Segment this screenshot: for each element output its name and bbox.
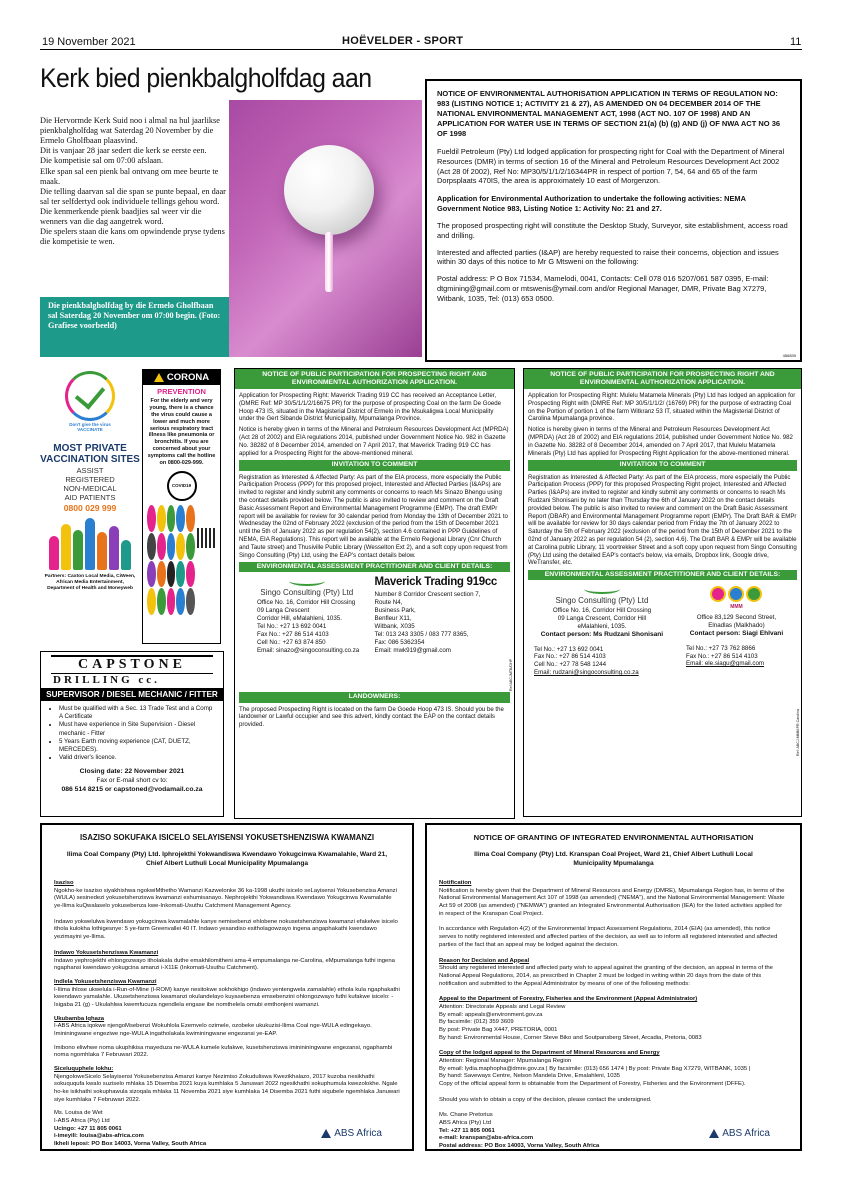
grant-h2: Reason for Decision and Appeal — [439, 957, 530, 964]
fueldil-notice — [425, 79, 802, 362]
zulu-t2: Indawo yokwelulwa kwendawo yokugcinwa kwamalahle kanye nemisebenzi ehlobene nokusetshenziswa kwamanzi efakelwe isicelo ithola kulokha lothigesnye: 5 ye-farm Greenvallei 40 IT. Indawo yesandiso esitholagowzayo ingena angaphakathi kwendawo yezimayini ye-Ilima. — [54, 918, 398, 941]
golf-photo — [229, 100, 422, 357]
golf-tee-image — [325, 232, 333, 292]
maverick-practitioner: ENVIRONMENTAL ASSESSMENT PRACTITIONER AND CLIENT DETAILS: — [239, 562, 510, 572]
grant-t5: Attention: Regional Manager: Mpumalanga Region By email: lydia.maphopha@dmre.gov.za | By facsimile: (013) 656 1474 | By post: Private Bag X7279, WITBANK, 1035 | By hand: Saveways Centre, Nelson Mandela Drive, Emalahleni, 1035 Copy of the official appeal form is obtainable from the Department of Forestry, Fisheries and the Environment (DFFE). — [439, 1057, 751, 1087]
capstone-ad — [40, 651, 224, 817]
maverick-client-contact: Number 8 Corridor Crescent section 7, Route N4, Business Park, Benfleur X11, Witbank, X035 Tel: 013 243 3305 / 083 777 8365, Fax: 086 5362354 Email: mwk919@gmail.com — [374, 591, 481, 655]
vaccine-phone: 0800 029 999 — [63, 503, 117, 514]
capstone-requirements — [41, 701, 223, 762]
fueldil-p1: Fueldil Petroleum (Pty) Ltd lodged application for prospecting right for Coal with the Department of Mineral Resources (DMR) in terms of section 16 of the Mineral and Petroleum Resources Development Act 2002 (Act 28 0f 2002), Ref No: MP30/5/1/1/2/16344PR in respect of portion 7, 54, 64 and 65 of the farm Dorpsplaats 470IS, the area is approximately 10 east of Morgenzon. — [437, 146, 785, 186]
covid-icon: COVID19 — [167, 471, 197, 501]
grant-t4: Attention: Directorate Appeals and Legal Review By email: appeals@environment.gov.za By facsimile: (012) 359 3609 By post: Private Bag X447, PRETORIA, 0001 By hand: Environmental House, Corner Steve Biko and Soutpansberg Street, Arcadia, Pretoria, 0083 — [439, 1003, 702, 1041]
grant-t2: In accordance with Regulation 4(2) of the Environmental Impact Assessment Regulations, 2014 (EIA) (as amended), this notice serves to notify registered interested and affected parties of the decision, as well as to inform all registered interested and affected parties of the fact that an appeal may be lodged against the decision. — [439, 926, 778, 948]
mmm-logo — [676, 586, 797, 602]
mulelu-invite: INVITATION TO COMMENT — [528, 460, 797, 470]
maverick-notice — [234, 368, 515, 819]
mulelu-p2: Notice is hereby given in terms of the Mineral and Petroleum Resources Development Act (MPRDA) (Act 28 of 2002) and EIA regulations 2014, published under Government Notice No. 982 in Gazette No. 38282 of 8 December 2014, amended on 7 April 2017, that Mulelu Matamela Minerals (Pty) Ltd has applied for Prospecting Right Application for the above-mentioned mineral. — [528, 426, 793, 457]
abs-africa-icon — [321, 1129, 331, 1138]
maverick-invite: INVITATION TO COMMENT — [239, 460, 510, 470]
zulu-t3: Indawo yephrojekthi ehlongozwayo itholakala duthe emakhilomitheni ama-4 empumalanga ne-Carolina, eMpumalanga futhi ingena ngaphansi kwendawo yokugcina amanzi i-X11E (Inkomati-Usuthu Catchment). — [54, 957, 395, 972]
qr-code-icon — [197, 528, 217, 548]
vaccine-sub: ASSIST — [76, 466, 104, 476]
golf-headline: Kerk bied pienkbalgholfdag aan — [40, 63, 372, 93]
golf-caption: Die pienkbalgholfdag by die Ermelo Gholfbaan sal Saterdag 20 November om 07:00 begin. (Foto: Grafiese voorbeeld) — [40, 297, 229, 357]
capstone-closing: Closing date: 22 November 2021 — [79, 768, 185, 776]
zulu-h2: Indawo Yokusetshenziswa Kwamanzi — [54, 949, 159, 956]
golf-ball-image — [284, 145, 374, 235]
maverick-p3: Registration as Interested & Affected Party: As part of the EIA process, more especially the Public Participation Process (PPP) for this proposed project, Interested and Affected Parties (I&APs) are invited to register and kindly submit any comments or concerns to reach Ms Sinazo Bhengu using the contact details provided below. The public is also invited to review and comment on the Draft Basic Assessment Report and Environmental Management Programme (EMPr). The draft EMPr report will be available for review for 30 calendar period from Monday the 13th of December 2021 to Wednesday the 02nd of February 2022 (exclusion of the period from the 15th of December 2021 until the 5th of January 2022 as per regulation 54(2), section 4.6 contained in PPP Guidelines of NEMA, EIA Regulations). This report will be available at the Ermelo Regional Library (Cnr Church and Taute street) and Thusiville Public Library (Wesselton Ext 2), and a soft copy upon request from Singo Consulting (Pty) Ltd, using the EAP's contact details below. — [239, 473, 508, 559]
maverick-client-name: Maverick Trading 919cc — [374, 576, 498, 589]
fueldil-p3: The proposed prospecting right will constitute the Desktop Study, Surveyor, site establishment, access road and drilling. — [437, 220, 788, 240]
maverick-p4: The proposed Prospecting Right is located on the farm De Goede Hoop 473 IS. Should you be the landowner or Lawful occupier and see this advert, kindly contact the EAP on the contact details provided. — [239, 705, 504, 729]
capstone-logo-sub: DRILLING cc. — [53, 674, 160, 686]
zulu-h3: Indlela Yokusetshenziswa Kwamanzi — [54, 978, 157, 985]
zulu-h4: Ukubamba Iqhaza — [54, 1015, 105, 1022]
golf-para: Die kompetisie sal om 07:00 afslaan. — [40, 156, 164, 166]
singo-contact: Office No. 16, Corridor Hill Crossing 09 Langa Crescent Corridor Hill, eMalahleni, 1035. Tel No.: +27 13 692 0041 Fax No.: +27 86 514 4103 Cell No.: +27 63 874 850 Email: sinazo@singoconsulting.co.za — [257, 599, 360, 655]
corona-text: For the elderly and very young, there is a chance the virus could cause a lower and much more serious respiratory tract illness like pneumonia or bronchitis. If you are concerned about your symptoms call the hotline on 0800-029-999. — [147, 398, 216, 466]
page-number: 11 — [790, 36, 802, 48]
vaccine-sub: REGISTERED — [65, 475, 115, 485]
header-rule — [40, 49, 802, 50]
capstone-fax: Fax or E-mail short cv to: — [96, 777, 168, 785]
raised-hands-image — [40, 516, 140, 570]
capstone-logo-text: CAPSTONE — [51, 655, 213, 674]
mmm-logo-icon — [710, 586, 726, 602]
golf-para: Dit is vanjaar 28 jaar sedert die kerk se eerste een. — [40, 146, 207, 156]
zulu-h5: Siceluquphele lokhu: — [54, 1065, 114, 1072]
mulelu-practitioner: ENVIRONMENTAL ASSESSMENT PRACTITIONER AND CLIENT DETAILS: — [528, 570, 797, 580]
vaccine-title: MOST PRIVATE VACCINATION SITES — [40, 443, 140, 466]
golf-body — [40, 116, 226, 247]
mmm-tel: Tel No.: +27 73 762 8866 Fax No.: +27 86 514 4103 Email: ele.siagu@gmail.com — [685, 644, 765, 668]
color-swatch-image — [147, 505, 195, 615]
abs-africa-logo: ABS Africa — [709, 1128, 770, 1139]
capstone-logo — [41, 652, 223, 686]
corona-title: CORONA — [166, 372, 210, 383]
capstone-title: SUPERVISOR / DIESEL MECHANIC / FITTER — [41, 688, 223, 701]
mulelu-p1: Application for Prospecting Right: Mulelu Matamela Minerals (Pty) Ltd has lodged an application for Prospecting Right with (DMRE Ref: MP 30/5/1/1/2/ (16769) PR) for the purpose of extracting Coal on the Portion of portion 1 of the farm Witkranz 53 IT, situated within the Magisterial District of Carolina Mpumalanga province. — [528, 392, 796, 423]
maverick-ref: Ref:ABCJMTB/DHP — [509, 659, 513, 691]
grant-contact: Ms. Chane Pretorius ABS Africa (Pty) Ltd Tel: +27 11 805 0061 e-mail: kranspan@abs-africa.com Postal address: PO Box 14003, Vorna Valley, South Africa — [439, 1112, 600, 1149]
page-section-title: HOËVELDER - SPORT — [342, 35, 464, 47]
golf-para: Die telling daarvan sal die span se punte bepaal, en daar sal ter selfdertyd ook individuele tellings gehou word. — [40, 186, 226, 206]
zulu-h1: Isaziso — [54, 880, 74, 887]
mulelu-notice: NOTICE OF PUBLIC PARTICIPATION FOR PROSPECTING RIGHT AND ENVIRONMENTAL AUTHORIZATION APPLICATION. Application for Prospecting Right: Mulelu Matamela Minerals (Pty) Ltd has lodged an application for Prospecting Right with (DMRE Ref: MP 30/5/1/1/2/ (16769) PR) for the purpose of extracting Coal on the Portion of portion 1 of the farm Witkranz 53 IT, situated within the Magisterial District of Carolina Mpumalanga province. Notice is hereby given in terms of the Mineral and Petroleum Resources Development Act (MPRDA) (Act 28 of 2002) and EIA regulations 2014, published under Government Notice No. 982 in Gazette No. 38282 of 8 December 2014, amended on 7 April 2017, that Mulelu Matamela Minerals (Pty) Ltd has applied for Prospecting Right Application for the above-mentioned mineral. INVITATION TO COMMENT Registration as Interested & Affected Party: As part of the EIA process, more especially the Public Participation Process (PPP) for this proposed Prospecting Right project, Interested and Affected Parties (I&APs) are invited to register and kindly submit any comments or concerns to reach Ms Rudzani Shonisani by no later than Thursday the 6th of January 2022 on the contact details provided below. The public is also invited to review and comment on the Draft Basic Assessment Report (DBAR) and Environmental Management Programme report (EMPr). The Draft BAR & EMPr will be available for review for 30 days calendar period from Friday the 7th of January 2022 to Saturday the 5th of February 2022 (exclusion of the period from the 15th of December 2021 to the 02nd of January 2022 as per regulation 54 (2), section 4.6). The Draft BAR & EMPr will be available at Carolina public Library, 11 voortrekker Street and a soft copy upon request from Singo Consulting (Pty) Ltd using the detailed EAP's contact's below, via emails, Dropbox link, Google drive, WeTransfer, etc. ENVIRONMENTAL ASSESSMENT PRACTITIONER AND CLIENT DETAILS: Singo Consulting (Pty) Ltd Office No. 16, Corridor Hill Crossing 09 Langa Crescent, Corridor Hill eMalahleni, 1035. Contact person: Ms Rudzani Shonisani Tel No.: +27 13 692 0041 Fax No.: +27 86 514 4103 Cell No.: +27 78 548 1244 Email: rudzani@singoconsulting.co.za MMM Office 83,129 Second Street, Elnadlas (Malkhado) Contact person: Siagi Ehlvani Tel No.: +27 73 762 8866 Fax No.: +27 86 514 4103 Email: ele.siagu@gmail.com Ref: ABCJ MMM PR Carolina — [523, 368, 802, 817]
singo-logo: Singo Consulting (Pty) Ltd — [528, 584, 676, 605]
vaccine-sub: AID PATIENTS — [64, 492, 116, 502]
list-item: • Valid driver's licence. — [59, 754, 215, 762]
zulu-t7: NjengoloweSicelo Selayisensi Yokusebenzisa Amanzi kanye Nezimiso Zokuduliswa Kwezikhalazo, 2017 kuzoba nesikhathi sokuququfa kwalo suziselo mhlaka 15 Disemba 2021 kuya kumhlaka 5 Januwari 2022 ngesikhathi sokuphumula kwezolokhe. Ngale ho-ke isikhathi sokuphawula sizoqala mhlaka 11 Novemba 2021 siye kumhlaka 14 Disemba 2021 futhi siqubele ngemhlaka Januwari siye kumhlaka 7 Februwari 2022. — [54, 1073, 400, 1103]
fueldil-heading: NOTICE OF ENVIRONMENTAL AUTHORISATION APPLICATION IN TERMS OF REGULATION NO: 983 (LISTING NOTICE 1; ACTIVITY 21 & 27), AS AMENDED ON 04 DECEMBER 2014 OF THE NATIONAL ENVIRONMENTAL MANAGEMENT ACT, 1998 (ACT NO. 107 OF 1998) AND AN APPLICATION FOR WATER USE IN TERMS OF SECTION 21(a) (b) (g) AND (j) OF NWA ACT NO 36 OF 1998 — [437, 89, 781, 138]
golf-para: Elke span sal een pienk bal ontvang om mee beurte te maak. — [40, 166, 219, 186]
fueldil-p2: Application for Environmental Authorization to undertake the following activities: NEMA Government Notice 983, Listing Notice 1: Activity No: 21 and 27. — [437, 194, 746, 214]
golf-para: Die Hervormde Kerk Suid noo i almal na hul jaarlikse pienkbalgholfdag wat Saterdag 20 November by die Ermelo Gholfbaan plaasvind. — [40, 116, 220, 146]
singo-address: Office No. 16, Corridor Hill Crossing 09 Langa Crescent, Corridor Hill eMalahleni, 1035. Contact person: Ms Rudzani Shonisani — [540, 607, 664, 639]
zulu-heading: ISAZISO SOKUFAKA ISICELO SELAYISENSI YOKUSETSHENZISWA KWAMANZI — [79, 833, 374, 842]
singo-tel: Tel No.: +27 13 692 0041 Fax No.: +27 86 514 4103 Cell No.: +27 78 548 1244 Email: rudzani@singoconsulting.co.za — [534, 645, 639, 677]
vaccine-sub: NON-MEDICAL — [63, 483, 117, 493]
golf-para: Die kenmerkende pienk baadjies sal weer vir die wenners van die dag aangetrek word. — [40, 206, 202, 227]
capstone-contact: 086 514 8215 or capstoned@vodamail.co.za — [61, 786, 203, 794]
vaccinate-badge-text: Don't give the virus VACCINATE — [69, 422, 111, 432]
zulu-notice — [40, 823, 414, 1151]
mulelu-p3: Registration as Interested & Affected Party: As part of the EIA process, more especially the Public Participation Process (PPP) for this proposed Prospecting Right project, Interested and Affected Parties (I&APs) are invited to register and kindly submit any comments or concerns to reach Ms Rudzani Shonisani by no later than Thursday the 6th of January 2022 on the contact details provided below. The public is also invited to review and comment on the Draft Basic Assessment Report (DBAR) and Environmental Management Programme report (EMPr). The Draft BAR & EMPr will be available for review for 30 days calendar period from Friday the 7th of January 2022 to Saturday the 5th of February 2022 (exclusion of the period from the 15th of December 2021 to the 02nd of January 2022 as per regulation 54 (2), section 4.6). The Draft BAR & EMPr will be available at Carolina public Library, 11 voortrekker Street and a soft copy upon request from Singo Consulting (Pty) Ltd using the detailed EAP's contact's below, via emails, Dropbox link, Google drive, WeTransfer, etc. — [528, 473, 797, 567]
fueldil-p5: Postal address: P O Box 71534, Mamelodi, 0041, Contacts: Cell 078 016 5207/061 587 0395, E-mail: dtgmining@gmail.com or mtswenis@ymail.com and/or Regional Manager, DMR, Private Bag X7279, Witbank, 1035, Tel: (013) 653 0500. — [437, 274, 769, 303]
vaccine-partners: Partners: Caxton Local Media, CiWeen, African Media Entertainment, Department of Health and Moneyweb — [44, 574, 136, 591]
grant-t6: Should you wish to obtain a copy of the decision, please contact the undersigned. — [439, 1096, 652, 1103]
zulu-t6: Imibono eliwhwe noma ukuphikisa mayeduza ne-WULA kumele kufakwe, kusetshenziswa iminininingwane engezansi, ngaphambi noma ngomhlaka 7 Februwari 2022. — [54, 1044, 393, 1059]
corona-sub: PREVENTION — [157, 387, 206, 396]
zulu-sub: Ilima Coal Company (Pty) Ltd. Iphrojekthi Yokwandiswa Kwendawo Yokugcinwa Kwamalahle, Ward 21, Chief Albert Luthuli Local Municipality Mpumalanga — [66, 851, 388, 867]
zulu-t1: Ngokho-ke isaziso siyakhishwa ngokwiMthetho Wamanzi Kazwelonke 36 ka-1998 ukuthi isicelo seLayisensi Yokusebenzisa Amanzi (WULA) sesinedezi yokusetshenziswa kwamanzi eshumisanayo. Nephrojekthi Yokwandiswa Kwendawo Yokugcinwa Kwamalahle ye-Ilima kuQwalaselo yokusebenza kwe-Inkomati-Usuthu Catchment Management Agency. — [54, 887, 397, 910]
grant-h3: Appeal to the Department of Forestry, Fisheries and the Environment (Appeal Administrator) — [439, 996, 698, 1003]
maverick-p2: Notice is hereby given in terms of the Mineral and Petroleum Resources Development Act (MPRDA) (Act 28 of 2002) and EIA regulations 2014, published under Government Notice No. 982 in Gazette No. 38282 of 8 December 2014, amended on 7 April 2017, that Maverick Trading 919 CC has applied for a Prospecting Right for the above-mentioned mineral. — [239, 426, 509, 457]
mulelu-ref: Ref: ABCJ MMM PR Carolina — [796, 709, 800, 756]
mulelu-heading: NOTICE OF PUBLIC PARTICIPATION FOR PROSPECTING RIGHT AND ENVIRONMENTAL AUTHORIZATION APPLICATION. — [524, 369, 801, 389]
zulu-t4: I-Ilima ihlose ukwelula i-Run-of-Mine (I-ROM) kanye nesitokwe sokhokhigo (indawo yentengwela zamalahle) ethola kula ngaphakathi kwendawo yamalahle. Ukusetshenziswa kwamanzi okulandelayo kuyasebenza emsebenzini ohlongozwayo futhi kufakwe isicelo: - Isigaba 21 (g) - Ukulahlwa kwemfucuza ngendlela engase ibe nomthelela omubi emthonjeni wamanzi. — [54, 986, 400, 1008]
fueldil-p4: Interested and affected parties (I&AP) are hereby requested to raise their concerns, objection and issues within 30 days of this notice to Mr G Mtsweni on the following: — [437, 247, 779, 267]
maverick-p1: Application for Prospecting Right: Maverick Trading 919 CC has received an Acceptance Letter, (DMRE Ref: MP 30/5/1/1/2/16675 PR) for the purpose of prospecting Coal on the farm De Goede Hoop 473 IS, situated in the Magisterial District of Ermelo in the Msukaligwa Local Municipality under the Gert Sibande District Municipality, Mpumalanga Province. — [239, 392, 502, 423]
golf-para: Die spelers staan die kans om opwindende pryse tydens die kompetisie te wen. — [40, 227, 225, 247]
vaccine-ad — [40, 369, 140, 644]
grant-notice — [425, 823, 802, 1151]
list-item: • Must have experience in Site Supervision - Diesel mechanic - Fitter — [59, 721, 215, 737]
grant-h1: Notification — [439, 880, 472, 887]
maverick-heading: NOTICE OF PUBLIC PARTICIPATION FOR PROSPECTING RIGHT AND ENVIRONMENTAL AUTHORIZATION APPLICATION. — [235, 369, 514, 389]
singo-logo-icon — [289, 576, 325, 586]
grant-h4: Copy of the lodged appeal to the Department of Mineral Resources and Energy — [439, 1050, 660, 1057]
zulu-contact: Ms. Louisa de Wet I-ABS Africa (Pty) Ltd Ucingo: +27 11 805 0061 i-imeyili: louisa@abs-africa.com Ikheli leposi: PO Box 14003, Vorna Valley, South Africa — [54, 1110, 207, 1147]
mmm-address: Office 83,129 Second Street, Elnadlas (Malkhado) Contact person: Siagi Ehlvani — [689, 614, 784, 638]
warning-icon — [154, 373, 164, 382]
corona-ad — [142, 369, 221, 644]
grant-t1: Notification is hereby given that the Department of Mineral Resources and Energy (DMRE), Mpumalanga Region has, in terms of the National Environmental Management Act 107 of 1998 (as amended) ("NEMA"), and the National Environmental Management: Waste Act 59 of 2008 (as amended) ("NEMWA") granted an Integrated Environmental Authorisation (IEA) for the listed activities applied for in respect of the Kranspan Coal Project. — [439, 887, 785, 917]
vaccinate-badge-icon — [61, 371, 119, 441]
page-date: 19 November 2021 — [42, 36, 136, 48]
abs-africa-logo: ABS Africa — [321, 1128, 382, 1139]
abs-africa-icon — [709, 1129, 719, 1138]
grant-heading: NOTICE OF GRANTING OF INTEGRATED ENVIRONMENTAL AUTHORISATION — [473, 833, 754, 842]
grant-t3: Should any registered interested and affected party wish to appeal against the granting of the decision, an appeal in terms of the National Appeal Regulations, 2014, as prescribed in Chapter 2 must be lodged in writing within 20 days from the date of this notification and submitted to the Appeal Administrator by means of one of the following methods: — [439, 965, 773, 987]
corona-banner — [143, 370, 220, 385]
list-item: • 5 Years Earth moving experience (CAT, DUETZ, MERCEDES). — [59, 738, 215, 754]
fueldil-ref: 456839 — [782, 352, 796, 358]
singo-logo: Singo Consulting (Pty) Ltd — [239, 576, 375, 597]
grant-sub: Ilima Coal Company (Pty) Ltd. Kranspan Coal Project, Ward 21, Chief Albert Luthuli Local Municipality Mpumalanga — [474, 851, 753, 867]
zulu-t5: I-ABS Africa iqokwe njengoMsebenzi Wokuhlola Ezemvelo ozimele, ozobeke ukukuzisi-Ilima Coal nge-WULA edingekayo. Imininingwane engeziwe nge-WULA ingatholakala kwiminingwane engezansi ye-EAP. — [54, 1023, 372, 1037]
singo-logo-icon — [584, 584, 620, 594]
list-item: • Must be qualified with a Sec. 13 Trade Test and a Comp A Certificate — [59, 705, 215, 721]
maverick-landowners: LANDOWNERS: — [239, 692, 510, 702]
